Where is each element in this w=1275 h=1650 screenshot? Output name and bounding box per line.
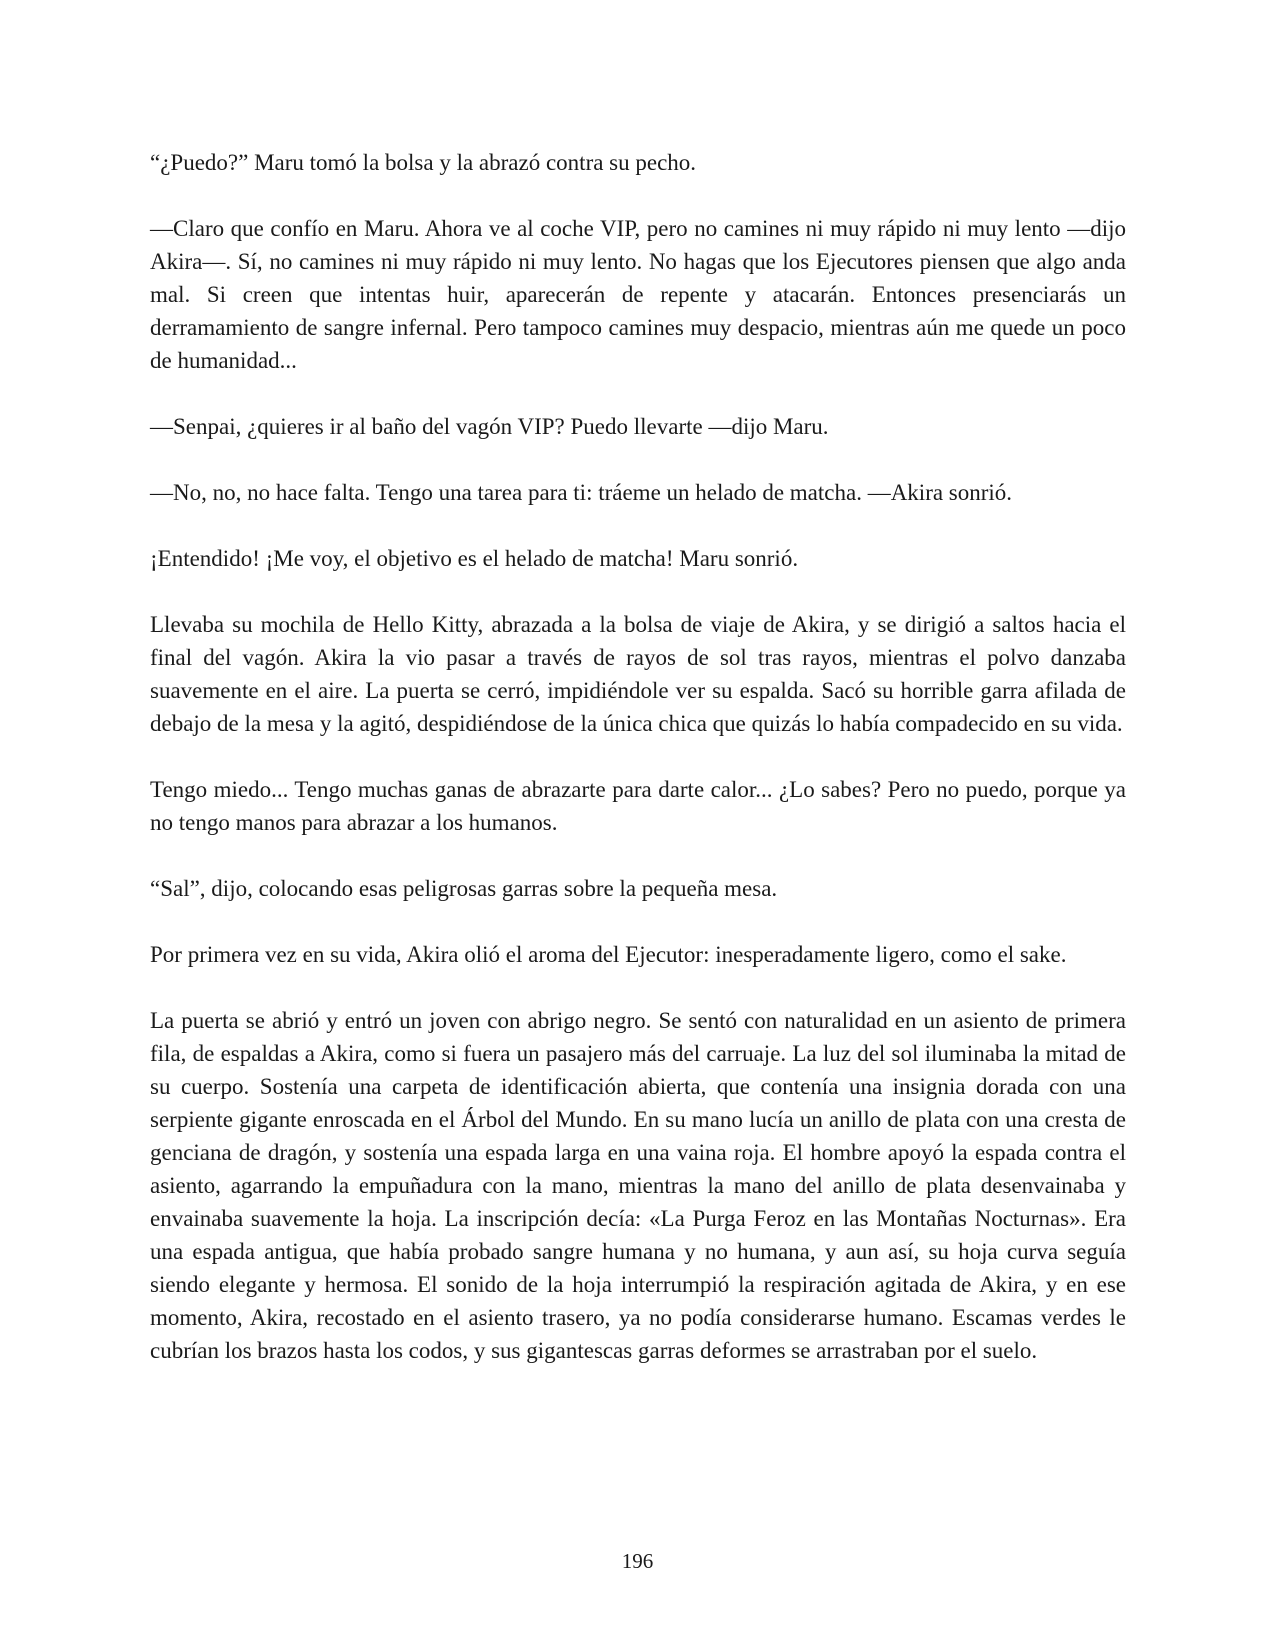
paragraph: “¿Puedo?” Maru tomó la bolsa y la abrazó contra su pecho. (150, 150, 697, 175)
paragraph: —Claro que confío en Maru. Ahora ve al coche VIP, pero no camines ni muy rápido ni muy lento —dijo Akira—. Sí, no camines ni muy rápido ni muy lento. No hagas que los Ejecutores piensen que algo anda mal. Si creen que intentas huir, aparecerán de repente y atacarán. Entonces presenciarás un derramamiento de sangre infernal. Pero tampoco camines muy despacio, mientras aún me quede un poco de humanidad... (150, 216, 1126, 373)
paragraph: Llevaba su mochila de Hello Kitty, abrazada a la bolsa de viaje de Akira, y se dirigió a saltos hacia el final del vagón. Akira la vio pasar a través de rayos de sol tras rayos, mientras el polvo danzaba suavemente en el aire. La puerta se cerró, impidiéndole ver su espalda. Sacó su horrible garra afilada de debajo de la mesa y la agitó, despidiéndose de la única chica que quizás lo había compadecido en su vida. (150, 612, 1126, 736)
paragraph: Por primera vez en su vida, Akira olió el aroma del Ejecutor: inesperadamente ligero, como el sake. (150, 942, 1067, 967)
paragraph: “Sal”, dijo, colocando esas peligrosas garras sobre la pequeña mesa. (150, 876, 778, 901)
paragraph: Tengo miedo... Tengo muchas ganas de abrazarte para darte calor... ¿Lo sabes? Pero no puedo, porque ya no tengo manos para abrazar a los humanos. (150, 777, 1126, 835)
page-number: 196 (621, 1549, 654, 1573)
paragraph: —Senpai, ¿quieres ir al baño del vagón VIP? Puedo llevarte —dijo Maru. (150, 414, 829, 439)
paragraph: La puerta se abrió y entró un joven con abrigo negro. Se sentó con naturalidad en un asiento de primera fila, de espaldas a Akira, como si fuera un pasajero más del carruaje. La luz del sol iluminaba la mitad de su cuerpo. Sostenía una carpeta de identificación abierta, que contenía una insignia dorada con una serpiente gigante enroscada en el Árbol del Mundo. En su mano lucía un anillo de plata con una cresta de genciana de dragón, y sostenía una espada larga en una vaina roja. El hombre apoyó la espada contra el asiento, agarrando la empuñadura con la mano, mientras la mano del anillo de plata desenvainaba y envainaba suavemente la hoja. La inscripción decía: «La Purga Feroz en las Montañas Nocturnas». Era una espada antigua, que había probado sangre humana y no humana, y aun así, su hoja curva seguía siendo elegante y hermosa. El sonido de la hoja interrumpió la respiración agitada de Akira, y en ese momento, Akira, recostado en el asiento trasero, ya no podía considerarse humano. Escamas verdes le cubrían los brazos hasta los codos, y sus gigantescas garras deformes se arrastraban por el suelo. (150, 1008, 1126, 1363)
body-text (150, 146, 1126, 1400)
paragraph: —No, no, no hace falta. Tengo una tarea para ti: tráeme un helado de matcha. —Akira sonrió. (150, 480, 1013, 505)
paragraph: ¡Entendido! ¡Me voy, el objetivo es el helado de matcha! Maru sonrió. (150, 546, 799, 571)
